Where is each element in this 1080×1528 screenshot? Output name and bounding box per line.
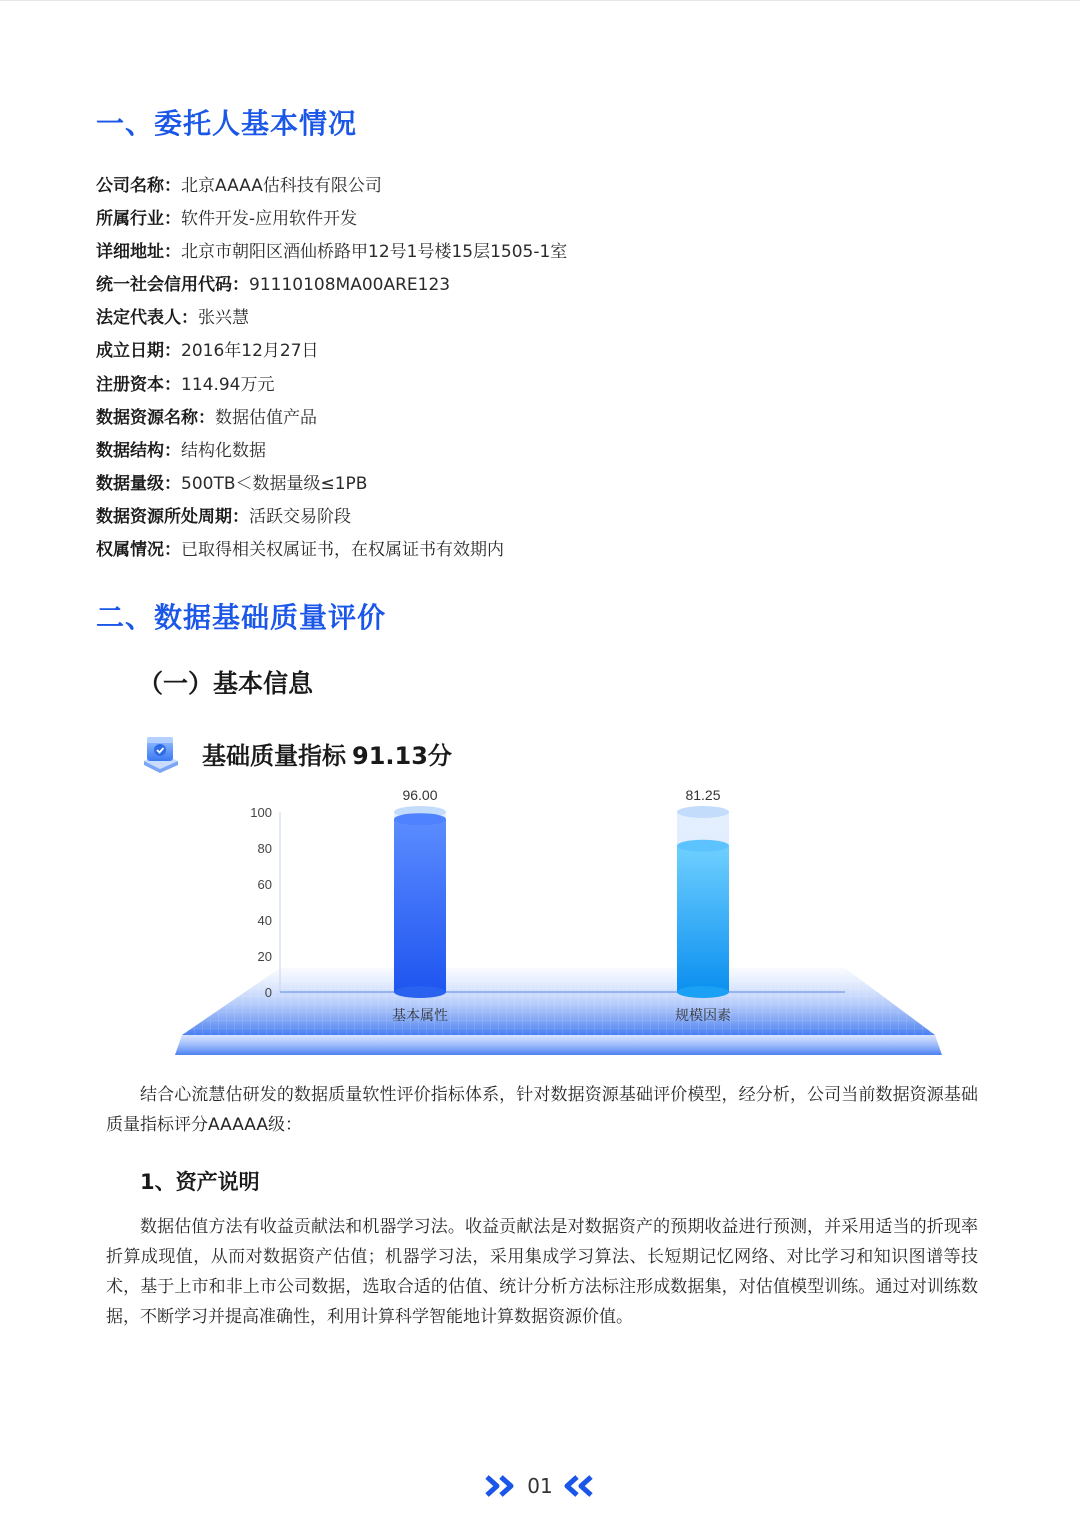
info-label: 数据资源名称：: [96, 407, 215, 428]
double-chevron-right-icon: [485, 1475, 517, 1497]
bar-基本属性: [394, 819, 446, 992]
info-label: 详细地址：: [96, 242, 181, 263]
info-value: 已取得相关权属证书，在权属证书有效期内: [181, 540, 504, 561]
info-row: [96, 371, 996, 404]
info-value: 北京市朝阳区酒仙桥路甲12号1号楼15层1505-1室: [181, 242, 568, 263]
info-label: 成立日期：: [96, 341, 181, 362]
bar-cap: [677, 840, 729, 852]
info-label: 公司名称：: [96, 176, 181, 196]
y-tick-label: 0: [264, 985, 272, 1000]
bar-background-cap: [677, 806, 729, 818]
info-label: 权属情况：: [96, 540, 181, 561]
bar-base: [677, 986, 729, 998]
x-category-label: 规模因素: [675, 1008, 731, 1024]
metric-score: 91.13分: [352, 741, 452, 770]
page-number: 01: [527, 1474, 553, 1498]
info-value: 结构化数据: [181, 440, 266, 461]
y-tick-label: 80: [257, 841, 272, 856]
info-label: 统一社会信用代码：: [96, 275, 249, 296]
info-row: [96, 337, 996, 370]
bar-cap: [394, 813, 446, 825]
info-row: [96, 470, 996, 503]
subsection-title-asset-description: 1、资产说明: [140, 1170, 260, 1194]
info-value: 活跃交易阶段: [249, 506, 351, 527]
bar-规模因素: [677, 846, 729, 992]
info-value: 2016年12月27日: [181, 341, 319, 362]
chart-floor: [175, 968, 942, 1055]
info-label: 数据资源所处周期：: [96, 506, 249, 527]
info-value: 张兴慧: [198, 308, 249, 329]
info-label: 数据量级：: [96, 473, 181, 494]
bar-value-label: 81.25: [685, 787, 721, 803]
quality-bar-chart: [170, 780, 950, 1065]
bar-value-label: 96.00: [402, 787, 438, 803]
info-row: [96, 503, 996, 536]
y-tick-label: 40: [257, 913, 272, 928]
info-row: [96, 238, 996, 271]
bar-group: [675, 787, 731, 1024]
info-value: 114.94万元: [181, 374, 275, 395]
subsection-title-basic-info: （一）基本信息: [138, 669, 314, 698]
section-title-quality-evaluation: 二、数据基础质量评价: [96, 601, 387, 634]
paragraph-asset-description: 数据估值方法有收益贡献法和机器学习法。收益贡献法是对数据资产的预期收益进行预测，并采用适当的折现率折算成现值，从而对数据资产估值；机器学习法，采用集成学习算法、长短期记忆网络、对比学习和知识图谱等技术，基于上市和非上市公司数据，选取合适的估值、统计分析方法标注形成数据集，对估值模型训练。通过对训练数据，不断学习并提高准确性，利用计算科学智能地计算数据资源价值。: [106, 1217, 978, 1327]
paragraph-evaluation-summary: 结合心流慧估研发的数据质量软性评价指标体系，针对数据资源基础评价模型，经分析，公司当前数据资源基础质量指标评分AAAAA级：: [106, 1085, 978, 1135]
top-border: [0, 0, 1080, 1]
double-chevron-left-icon: [563, 1475, 595, 1497]
y-tick-label: 60: [257, 877, 272, 892]
info-row: [96, 437, 996, 470]
bar-base: [394, 986, 446, 998]
info-label: 数据结构：: [96, 440, 181, 461]
info-row: [96, 304, 996, 337]
info-value: 500TB＜数据量级≤1PB: [181, 473, 368, 494]
metric-label: 基础质量指标: [202, 741, 346, 770]
info-value: 北京AAAA估科技有限公司: [181, 176, 382, 196]
info-label: 法定代表人：: [96, 308, 198, 329]
info-row: [96, 172, 996, 205]
y-tick-label: 20: [257, 949, 272, 964]
quality-badge-icon: [138, 731, 182, 775]
section-title-client-info: 一、委托人基本情况: [96, 107, 358, 140]
info-row: [96, 205, 996, 238]
x-category-label: 基本属性: [392, 1008, 448, 1024]
info-value: 软件开发-应用软件开发: [181, 209, 358, 230]
client-info-list: [96, 172, 996, 569]
info-value: 91110108MA00ARE123: [249, 275, 451, 296]
info-row: [96, 536, 996, 569]
bar-group: [392, 787, 448, 1024]
info-label: 注册资本：: [96, 374, 181, 395]
info-row: [96, 271, 996, 304]
y-tick-label: 100: [250, 805, 272, 820]
info-row: [96, 404, 996, 437]
info-value: 数据估值产品: [215, 407, 317, 428]
info-label: 所属行业：: [96, 209, 181, 230]
quality-metric-header: [138, 730, 452, 776]
page-footer: [0, 1468, 1080, 1504]
